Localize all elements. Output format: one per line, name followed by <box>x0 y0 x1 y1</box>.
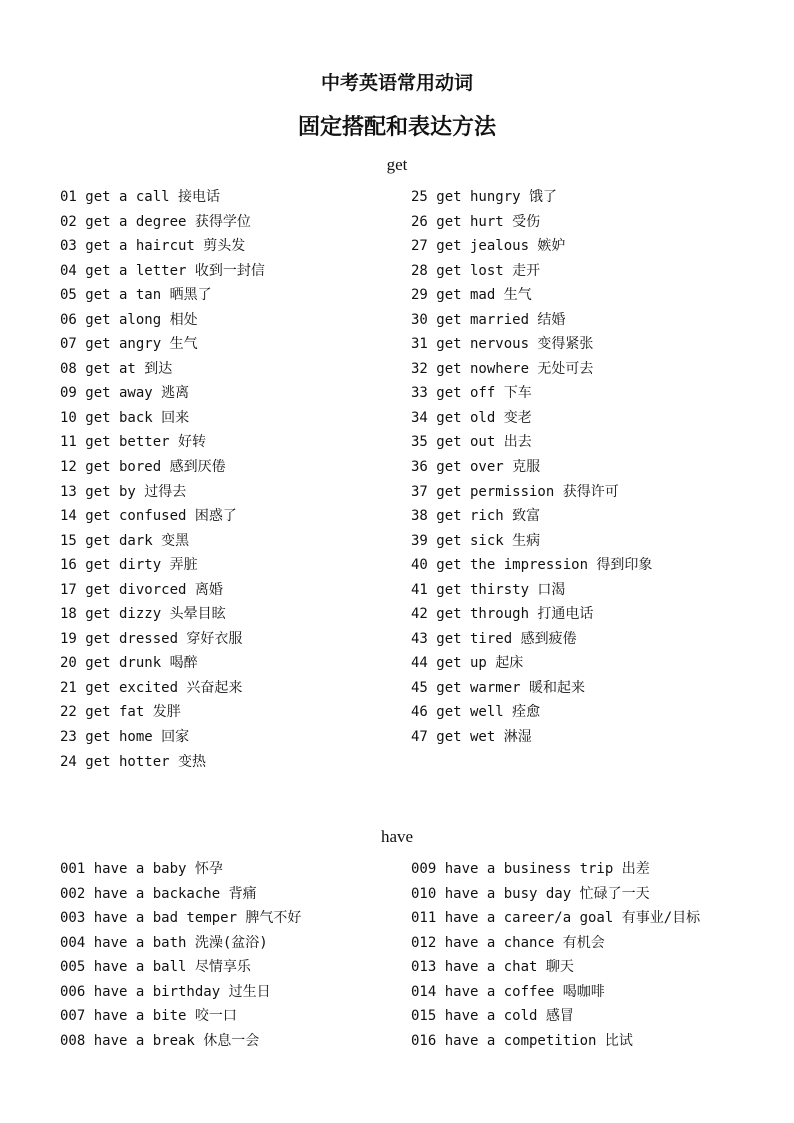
list-item: 006 have a birthday 过生日 <box>60 983 271 1000</box>
list-item: 015 have a cold 感冒 <box>411 1008 574 1025</box>
list-item: 03 get a haircut 剪头发 <box>60 238 246 255</box>
list-item: 05 get a tan 晒黑了 <box>60 287 212 304</box>
list-item: 31 get nervous 变得紧张 <box>411 336 594 353</box>
list-item: 22 get fat 发胖 <box>60 704 181 721</box>
list-item: 35 get out 出去 <box>411 434 532 451</box>
list-item: 38 get rich 致富 <box>411 508 541 525</box>
list-item: 11 get better 好转 <box>60 434 207 451</box>
have-phrase-list-left <box>60 857 301 1053</box>
list-item: 012 have a chance 有机会 <box>411 934 605 951</box>
list-item: 06 get along 相处 <box>60 311 198 328</box>
list-item: 07 get angry 生气 <box>60 336 198 353</box>
list-item: 37 get permission 获得许可 <box>411 483 619 500</box>
list-item: 13 get by 过得去 <box>60 483 187 500</box>
list-item: 23 get home 回家 <box>60 729 190 746</box>
list-item: 34 get old 变老 <box>411 409 532 426</box>
list-item: 27 get jealous 嫉妒 <box>411 238 566 255</box>
list-item: 28 get lost 走开 <box>411 262 541 279</box>
get-phrase-list-left <box>60 185 265 774</box>
list-item: 36 get over 克服 <box>411 459 541 476</box>
list-item: 39 get sick 生病 <box>411 532 541 549</box>
list-item: 008 have a break 休息一会 <box>60 1032 260 1049</box>
list-item: 18 get dizzy 头晕目眩 <box>60 606 226 623</box>
list-item: 08 get at 到达 <box>60 360 173 377</box>
list-item: 15 get dark 变黑 <box>60 532 190 549</box>
list-item: 011 have a career/a goal 有事业/目标 <box>411 910 701 927</box>
list-item: 04 get a letter 收到一封信 <box>60 262 265 279</box>
list-item: 013 have a chat 聊天 <box>411 959 574 976</box>
list-item: 01 get a call 接电话 <box>60 189 221 205</box>
list-item: 016 have a competition 比试 <box>411 1032 633 1049</box>
list-item: 005 have a ball 尽情享乐 <box>60 959 251 976</box>
list-item: 24 get hotter 变热 <box>60 753 207 770</box>
list-item: 33 get off 下车 <box>411 385 532 402</box>
list-item: 09 get away 逃离 <box>60 385 190 402</box>
list-item: 42 get through 打通电话 <box>411 606 594 623</box>
list-item: 12 get bored 感到厌倦 <box>60 459 226 476</box>
list-item: 009 have a business trip 出差 <box>411 861 650 877</box>
list-item: 47 get wet 淋湿 <box>411 729 532 746</box>
list-item: 46 get well 痊愈 <box>411 704 541 721</box>
list-item: 02 get a degree 获得学位 <box>60 213 251 230</box>
list-item: 007 have a bite 咬一口 <box>60 1008 237 1025</box>
list-item: 40 get the impression 得到印象 <box>411 557 653 574</box>
list-item: 44 get up 起床 <box>411 655 524 672</box>
list-item: 014 have a coffee 喝咖啡 <box>411 983 605 1000</box>
list-item: 45 get warmer 暖和起来 <box>411 679 586 696</box>
section-heading-have: have <box>380 827 414 846</box>
list-item: 20 get drunk 喝醉 <box>60 655 198 672</box>
list-item: 30 get married 结婚 <box>411 311 566 328</box>
list-item: 001 have a baby 怀孕 <box>60 861 223 877</box>
list-item: 004 have a bath 洗澡(盆浴) <box>60 934 268 951</box>
list-item: 21 get excited 兴奋起来 <box>60 679 243 696</box>
list-item: 16 get dirty 弄脏 <box>60 557 198 574</box>
list-item: 25 get hungry 饿了 <box>411 189 558 205</box>
list-item: 010 have a busy day 忙碌了一天 <box>411 885 650 902</box>
section-heading-get: get <box>386 155 408 174</box>
list-item: 17 get divorced 离婚 <box>60 581 223 598</box>
list-item: 29 get mad 生气 <box>411 287 532 304</box>
list-item: 43 get tired 感到疲倦 <box>411 630 577 647</box>
page-subtitle: 固定搭配和表达方法 <box>297 115 496 140</box>
list-item: 19 get dressed 穿好衣服 <box>60 630 243 647</box>
page-title: 中考英语常用动词 <box>320 72 473 94</box>
list-item: 002 have a backache 背痛 <box>60 885 257 902</box>
list-item: 14 get confused 困惑了 <box>60 508 237 525</box>
have-phrase-list-right <box>411 857 700 1053</box>
list-item: 10 get back 回来 <box>60 409 190 426</box>
list-item: 26 get hurt 受伤 <box>411 213 541 230</box>
list-item: 32 get nowhere 无处可去 <box>411 360 594 377</box>
list-item: 003 have a bad temper 脾气不好 <box>60 910 302 927</box>
list-item: 41 get thirsty 口渴 <box>411 581 566 598</box>
get-phrase-list-right <box>411 185 652 750</box>
